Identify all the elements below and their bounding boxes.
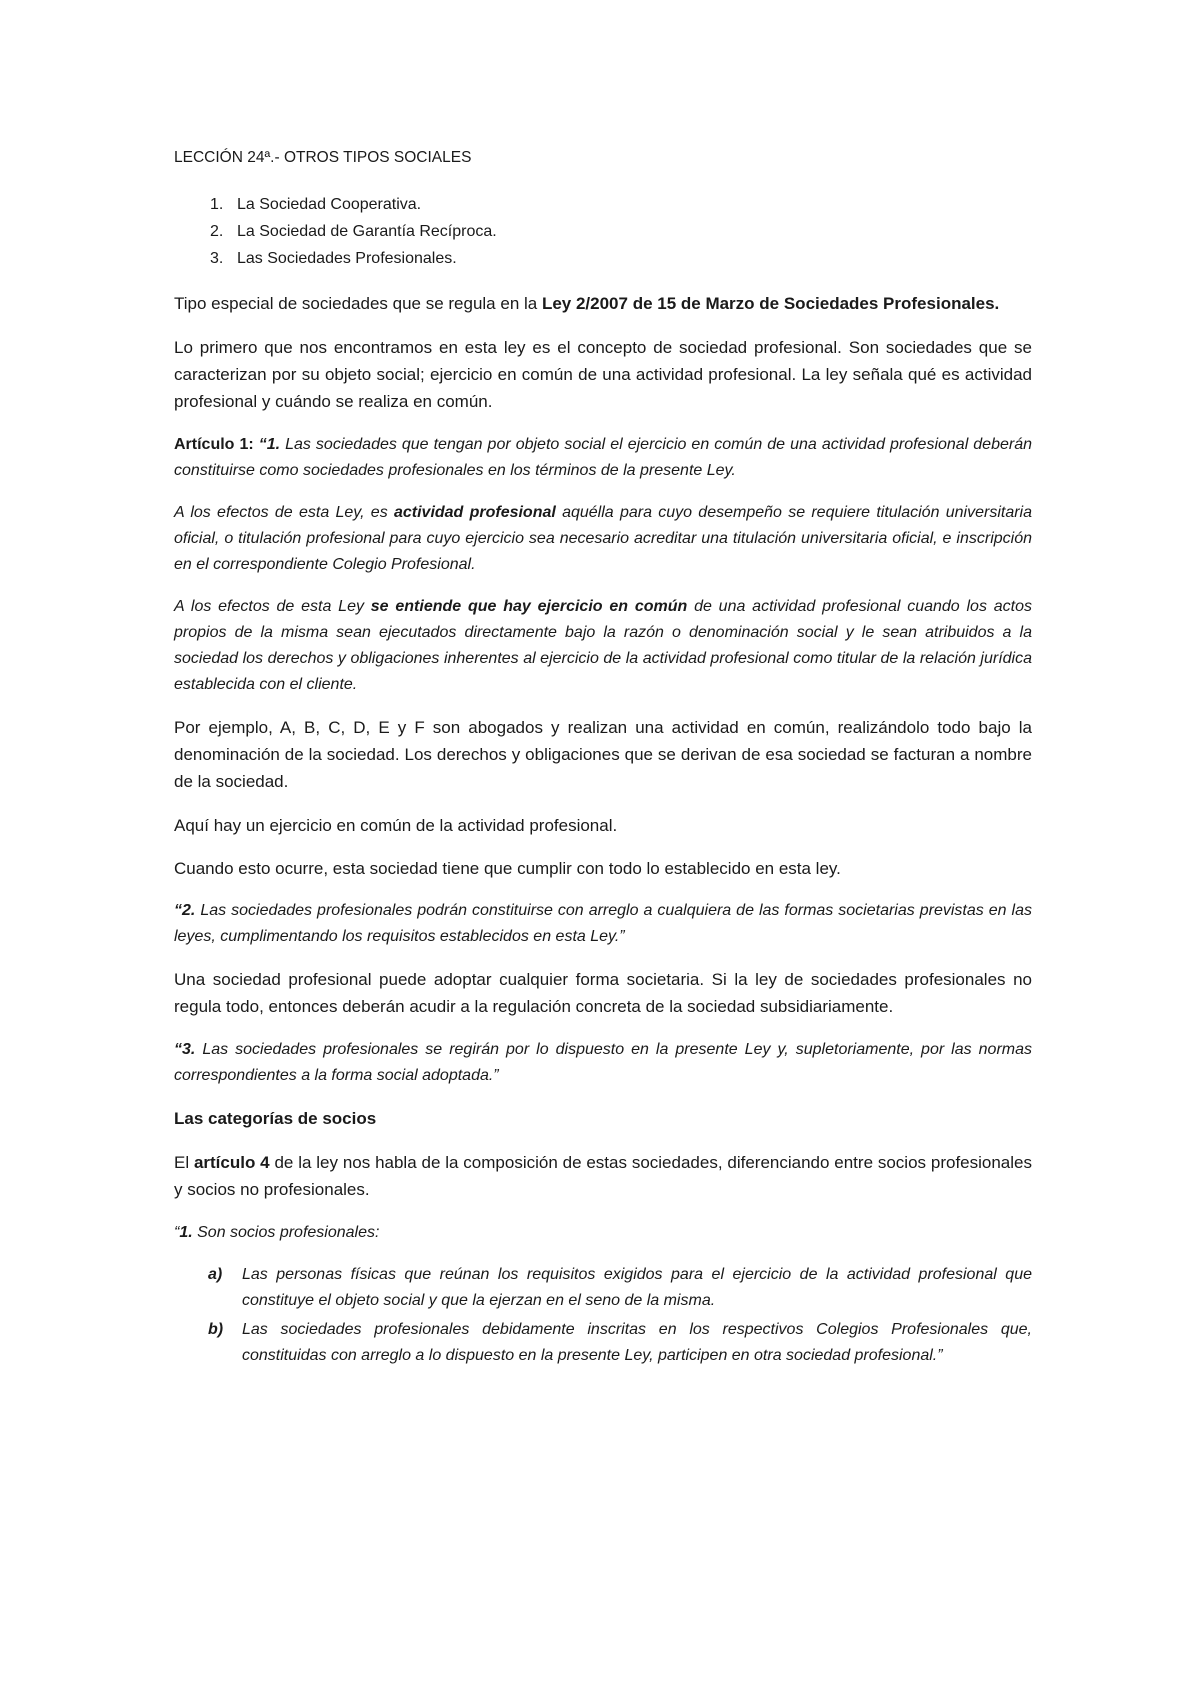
list-marker: b) bbox=[208, 1321, 224, 1338]
topic-label: La Sociedad Cooperativa. bbox=[237, 196, 422, 213]
topic-label: Las Sociedades Profesionales. bbox=[237, 250, 457, 267]
topic-item bbox=[210, 218, 1032, 245]
topic-label: La Sociedad de Garantía Recíproca. bbox=[237, 223, 497, 240]
quote-text: A los efectos de esta Ley bbox=[174, 598, 371, 615]
example-paragraph: Por ejemplo, A, B, C, D, E y F son abogados y realizan una actividad en común, realizándolo todo bajo la denominación de la sociedad. Los derechos y obligaciones que se derivan de esa sociedad se facturan a nombre de la sociedad. bbox=[174, 718, 1032, 791]
quote-text: Las sociedades profesionales se regirán por lo dispuesto en la presente Ley y, supletoriamente, por las normas correspondientes a la forma social adoptada.” bbox=[174, 1041, 1032, 1084]
article-1-label: Artículo 1: bbox=[174, 436, 254, 453]
topic-number: 3. bbox=[210, 250, 224, 267]
partner-type-list bbox=[174, 1262, 1032, 1369]
common-exercise-note: Aquí hay un ejercicio en común de la actividad profesional. bbox=[174, 816, 618, 835]
article-1-number: “1. bbox=[253, 436, 281, 453]
quote-text: A los efectos de esta Ley, es bbox=[174, 504, 394, 521]
professional-partners-quote bbox=[174, 1220, 1032, 1246]
professional-activity-quote bbox=[174, 500, 1032, 578]
article-1-quote bbox=[174, 432, 1032, 484]
list-item bbox=[208, 1262, 1032, 1314]
quote-emphasis: actividad profesional bbox=[393, 504, 556, 521]
quote-number: 1. bbox=[179, 1224, 193, 1241]
topic-number: 2. bbox=[210, 223, 224, 240]
intro-paragraph bbox=[174, 290, 1032, 317]
list-item bbox=[208, 1317, 1032, 1369]
list-marker: a) bbox=[208, 1266, 223, 1283]
article-1-text: Las sociedades que tengan por objeto social el ejercicio en común de una actividad profesional deberán constituirse como sociedades profesionales en los términos de la presente Ley. bbox=[174, 436, 1033, 479]
list-text: Las personas físicas que reúnan los requisitos exigidos para el ejercicio de la actividad profesional que constituye el objeto social y que la ejerzan en el seno de la misma. bbox=[242, 1266, 1032, 1309]
quote-number: “2. bbox=[174, 902, 196, 919]
topic-item bbox=[210, 245, 1032, 272]
lesson-title: LECCIÓN 24ª.- OTROS TIPOS SOCIALES bbox=[174, 149, 472, 166]
quote-text: Son socios profesionales: bbox=[192, 1224, 380, 1241]
quote-text: Las sociedades profesionales podrán constituirse con arreglo a cualquiera de las formas societarias previstas en las leyes, cumplimentando los requisitos establecidos en esta Ley.” bbox=[174, 902, 1032, 945]
quote-text: de una actividad profesional cuando los actos propios de la misma sean ejecutados directamente bajo la razón o denominación social y le sean atribuidos a la sociedad los derechos y obligaciones inherentes al ejercicio de la actividad profesional como titular de la relación jurídica establecida con el cliente. bbox=[174, 598, 1032, 693]
article-1-3-quote bbox=[174, 1037, 1032, 1089]
topic-number: 1. bbox=[210, 196, 224, 213]
topic-list bbox=[174, 191, 1032, 272]
common-exercise-quote bbox=[174, 594, 1032, 698]
topic-item bbox=[210, 191, 1032, 218]
quote-emphasis: se entiende que hay ejercicio en común bbox=[370, 598, 688, 615]
article-1-2-quote bbox=[174, 898, 1032, 950]
law-reference: Ley 2/2007 de 15 de Marzo de Sociedades Profesionales. bbox=[541, 294, 1000, 313]
quote-text: aquélla para cuyo desempeño se requiere titulación universitaria oficial, o titulación profesional para cuyo ejercicio sea necesario acreditar una titulación universitaria oficial, e inscripción en el correspondiente Colegio Profesional. bbox=[174, 504, 1032, 573]
section-heading-text: Las categorías de socios bbox=[174, 1109, 377, 1128]
article-4-paragraph bbox=[174, 1149, 1032, 1203]
intro-text: Tipo especial de sociedades que se regula en la bbox=[174, 294, 542, 313]
section-heading bbox=[174, 1105, 1032, 1132]
paragraph-text: El bbox=[174, 1153, 194, 1172]
societary-form-paragraph: Una sociedad profesional puede adoptar cualquier forma societaria. Si la ley de sociedades profesionales no regula todo, entonces deberán acudir a la regulación concreta de la sociedad subsidiariamente. bbox=[174, 970, 1032, 1016]
paragraph-text: de la ley nos habla de la composición de estas sociedades, diferenciando entre socios profesionales y socios no profesionales. bbox=[174, 1153, 1032, 1199]
compliance-note: Cuando esto ocurre, esta sociedad tiene que cumplir con todo lo establecido en esta ley. bbox=[174, 859, 841, 878]
list-text: Las sociedades profesionales debidamente inscritas en los respectivos Colegios Profesionales que, constituidas con arreglo a lo dispuesto en la presente Ley, participen en otra sociedad profesional.” bbox=[242, 1321, 1032, 1364]
article-4-reference: artículo 4 bbox=[193, 1153, 270, 1172]
concept-paragraph: Lo primero que nos encontramos en esta ley es el concepto de sociedad profesional. Son sociedades que se caracterizan por su objeto social; ejercicio en común de una actividad profesional. La ley señala qué es actividad profesional y cuándo se realiza en común. bbox=[174, 338, 1032, 411]
quote-open: “ bbox=[174, 1224, 180, 1241]
quote-number: “3. bbox=[174, 1041, 196, 1058]
